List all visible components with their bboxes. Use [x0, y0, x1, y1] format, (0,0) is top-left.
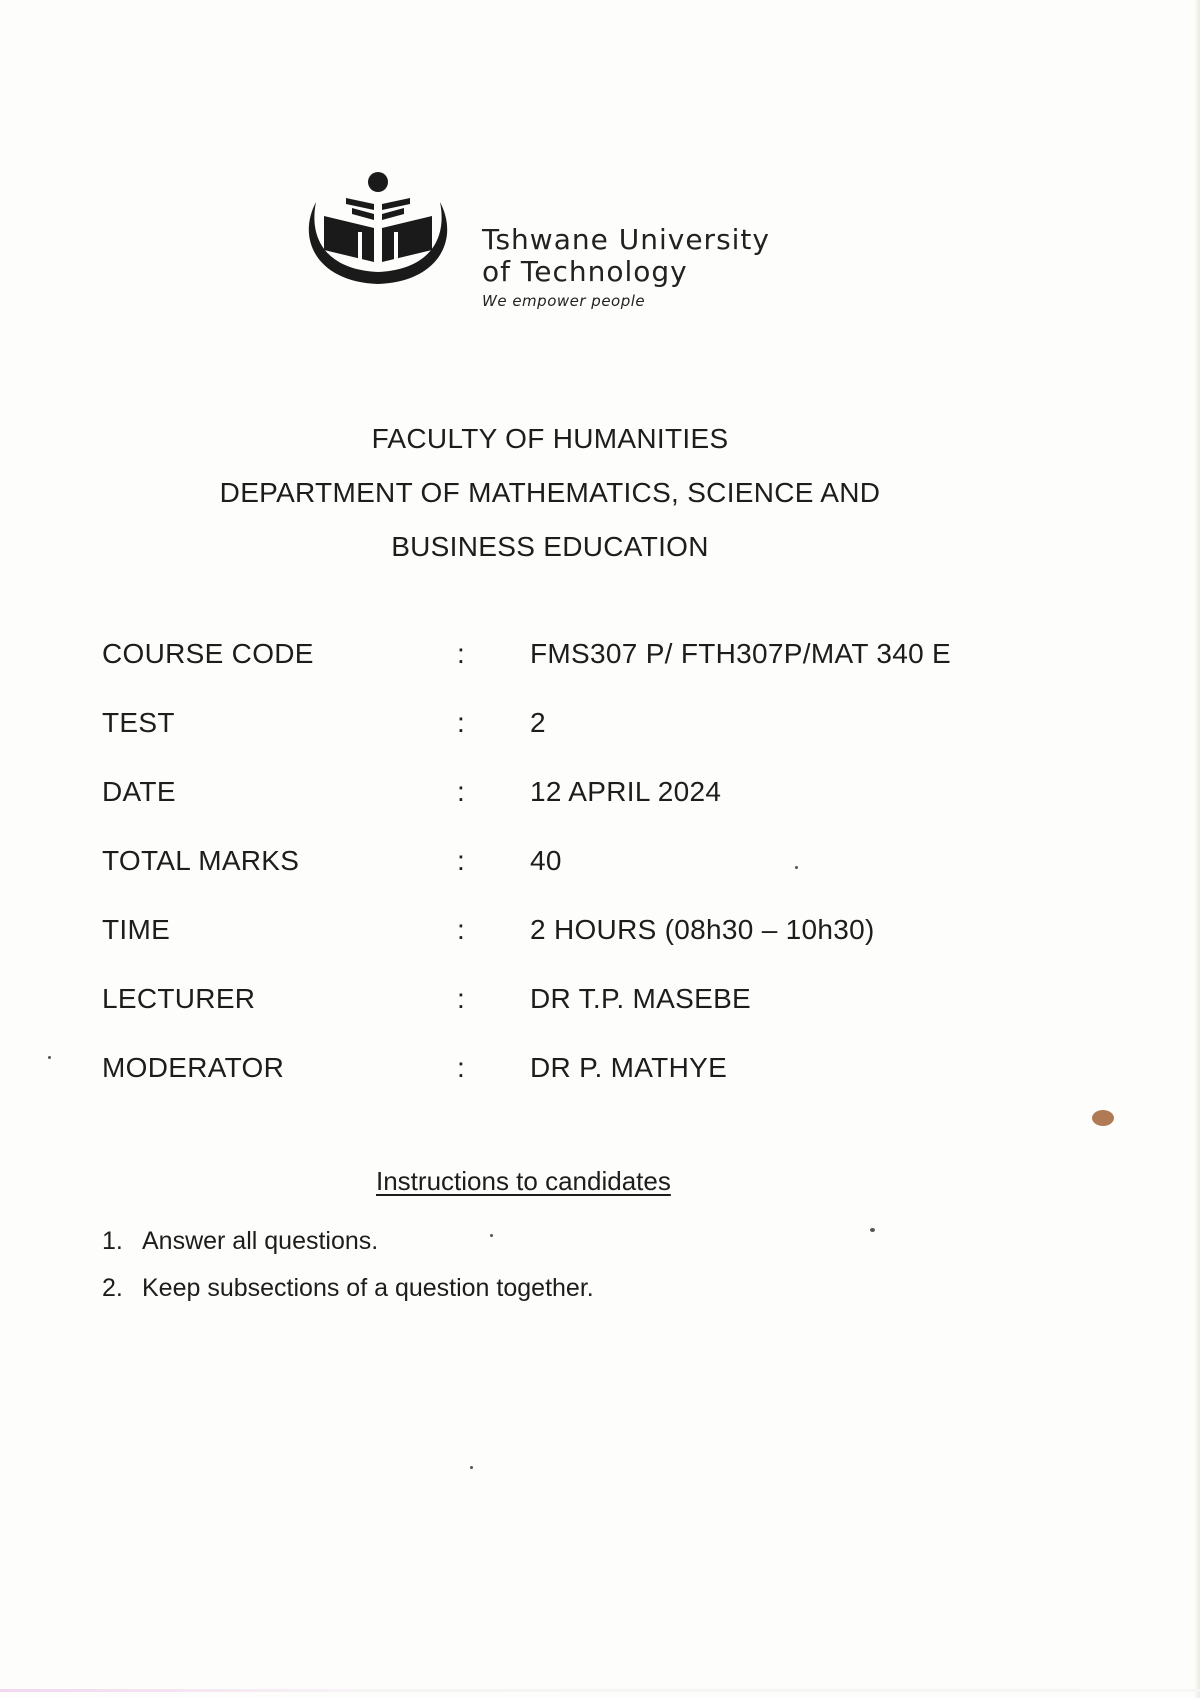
- info-row-moderator: [102, 1052, 1062, 1121]
- info-separator: :: [457, 1052, 465, 1083]
- info-value: DR T.P. MASEBE: [530, 983, 752, 1014]
- exam-info-table: [102, 638, 1062, 1121]
- info-label: TOTAL MARKS: [102, 845, 300, 876]
- instruction-item: [102, 1265, 594, 1312]
- scan-speck: [490, 1234, 493, 1237]
- university-logo: [288, 170, 808, 320]
- info-value: FMS307 P/ FTH307P/MAT 340 E: [530, 638, 952, 669]
- faculty-heading: FACULTY OF HUMANITIES: [371, 423, 729, 454]
- info-row-date: [102, 776, 1062, 845]
- info-value: DR P. MATHYE: [530, 1052, 728, 1083]
- logo-university-name-line1: Tshwane University: [482, 223, 770, 256]
- info-label: LECTURER: [102, 983, 256, 1014]
- info-value: 12 APRIL 2024: [530, 776, 722, 807]
- info-value: 2 HOURS (08h30 – 10h30): [530, 914, 875, 945]
- info-separator: :: [457, 983, 465, 1014]
- instruction-item: [102, 1218, 594, 1265]
- info-separator: :: [457, 707, 465, 738]
- instruction-number: 2.: [102, 1274, 123, 1302]
- heading-block: [0, 412, 1100, 574]
- department-heading-line1: DEPARTMENT OF MATHEMATICS, SCIENCE AND: [219, 477, 881, 508]
- logo-tagline: We empower people: [482, 292, 646, 310]
- info-label: MODERATOR: [102, 1052, 285, 1083]
- instruction-text: Keep subsections of a question together.: [142, 1274, 594, 1302]
- info-label: TIME: [102, 914, 171, 945]
- info-row-course-code: [102, 638, 1062, 707]
- info-separator: :: [457, 776, 465, 807]
- info-separator: :: [457, 845, 465, 876]
- info-separator: :: [457, 914, 465, 945]
- department-heading-line2: BUSINESS EDUCATION: [391, 531, 709, 562]
- info-label: COURSE CODE: [102, 638, 314, 669]
- info-label: TEST: [102, 707, 175, 738]
- instruction-number: 1.: [102, 1227, 123, 1255]
- scan-bottom-mark: [0, 1689, 1200, 1692]
- scan-speck: [1092, 1110, 1114, 1126]
- info-row-total-marks: [102, 845, 1062, 914]
- scan-speck: [795, 866, 798, 869]
- info-row-lecturer: [102, 983, 1062, 1052]
- logo-university-name-line2: of Technology: [482, 255, 688, 288]
- info-row-test: [102, 707, 1062, 776]
- scan-speck: [870, 1228, 875, 1232]
- scan-edge: [1194, 0, 1200, 1698]
- info-separator: :: [457, 638, 465, 669]
- scan-speck: [470, 1466, 473, 1469]
- instructions-list: [102, 1218, 594, 1312]
- tut-emblem-icon: [288, 170, 468, 300]
- instructions-title: Instructions to candidates: [376, 1166, 671, 1196]
- instruction-text: Answer all questions.: [142, 1227, 379, 1255]
- info-value: 40: [530, 845, 562, 876]
- info-value: 2: [530, 707, 546, 738]
- info-label: DATE: [102, 776, 176, 807]
- scan-speck: [48, 1056, 51, 1059]
- info-row-time: [102, 914, 1062, 983]
